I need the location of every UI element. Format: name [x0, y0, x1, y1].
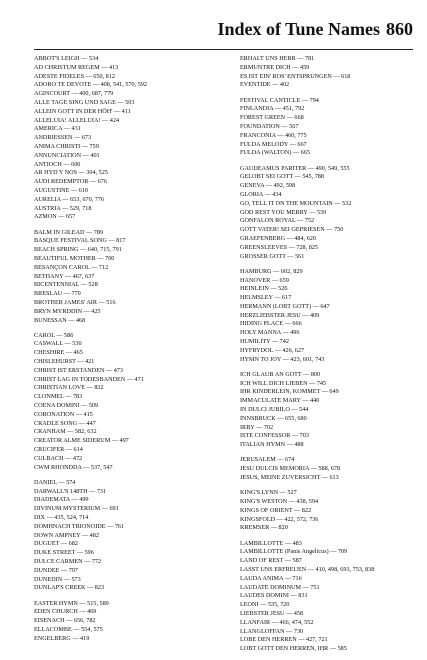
tune-entry: DOMHNACH TRIONOIDE — 761: [34, 522, 125, 530]
tune-entry: LAMBILLOTTE — 483: [240, 539, 302, 547]
tune-entry: AMERICA — 431: [34, 125, 81, 133]
letter-group: [240, 489, 418, 533]
tune-entry: EASTER HYMN — 515, 589: [34, 599, 109, 607]
tune-entry: AUSTRIA — 529, 718: [34, 204, 92, 212]
letter-group: [34, 55, 212, 222]
tune-entry: BEAUTIFUL MOTHER — 700: [34, 254, 115, 262]
tune-entry: KREMSER — 820: [240, 524, 288, 532]
tune-entry: ERHALT UNS HERR — 781: [240, 55, 315, 62]
tune-entry: KING'S LYNN — 527: [240, 489, 297, 497]
tune-entry: CREATOR ALME SIDERUM — 497: [34, 437, 129, 445]
tune-entry: HERZLIEBSTER JESU — 409: [240, 311, 320, 319]
tune-entry: BICENTENNIAL — 528: [34, 281, 98, 289]
tune-entry: DOWN AMPNEY — 482: [34, 531, 99, 539]
tune-entry: HIDING PLACE — 666: [240, 320, 302, 328]
letter-group: [34, 332, 212, 473]
letter-group: [240, 456, 418, 482]
tune-entry: ES IST EIN' ROS' ENTSPRUNGEN — 618: [240, 72, 351, 80]
tune-entry: ENGELBERG — 419: [34, 634, 90, 642]
tune-entry: ERMUNTRE DICH — 459: [240, 63, 310, 71]
letter-group: [34, 600, 212, 644]
tune-entry: BRYN MYRDDIN — 425: [34, 307, 101, 315]
tune-entry: ICH GLAUB AN GOTT — 800: [240, 370, 321, 378]
tune-entry: ANNUNCIATION — 401: [34, 151, 100, 159]
page-header: [217, 19, 413, 39]
letter-group: [240, 371, 418, 450]
tune-entry: GENEVA — 492, 598: [240, 182, 296, 190]
tune-entry: LAMBILLOTTE (Panis Angelicus) — 709: [240, 548, 348, 556]
tune-entry: ADORO TE DEVOTE — 408, 541, 570, 592: [34, 81, 147, 89]
tune-entry: FOUNDATION — 567: [240, 122, 299, 130]
tune-entry: LASST UNS ERFREUEN — 410, 498, 693, 753, 838: [240, 565, 375, 573]
tune-entry: AGINCOURT — 400, 687, 779: [34, 90, 114, 98]
tune-entry: CRUCIFER — 614: [34, 446, 83, 454]
tune-entry: LLANGLOFFAN — 730: [240, 627, 304, 635]
tune-entry: ABBOT'S LEIGH — 534: [34, 55, 99, 62]
tune-entry: AZMON — 657: [34, 213, 76, 221]
tune-entry: KINGSFOLD — 422, 572, 736: [240, 515, 319, 523]
tune-entry: CRANHAM — 582, 632: [34, 428, 97, 436]
tune-entry: EDEN CHURCH — 469: [34, 608, 97, 616]
tune-entry: CWM RHONDDA — 537, 547: [34, 463, 113, 471]
tune-entry: GAUDEAMUS PARITER — 490, 549, 555: [240, 164, 350, 172]
tune-entry: FRANCONIA — 460, 775: [240, 131, 307, 139]
tune-entry: HELMSLEY — 617: [240, 294, 292, 302]
tune-entry: GOTT VATER! SEI GEPRIESEN — 750: [240, 226, 344, 234]
tune-entry: DUNEDIN — 573: [34, 575, 81, 583]
tune-entry: AR HYD Y NOS — 304, 525: [34, 169, 108, 177]
tune-entry: INNSBRUCK — 655, 680: [240, 414, 307, 422]
tune-entry: KINGS OF ORIENT — 822: [240, 506, 312, 514]
tune-entry: BRESLAU — 770: [34, 290, 81, 298]
tune-entry: GRAEFENBERG — 484, 620: [240, 234, 316, 242]
tune-entry: HYMN TO JOY — 423, 601, 743: [240, 355, 325, 363]
tune-entry: IMMACULATE MARY — 440: [240, 397, 320, 405]
tune-entry: DANIEL — 574: [34, 478, 76, 486]
page-number: 860: [386, 19, 413, 39]
index-column-right: [240, 55, 418, 660]
tune-entry: HERMANN (LOBT GOTT) — 647: [240, 302, 330, 310]
tune-entry: CRADLE SONG — 447: [34, 419, 96, 427]
tune-entry: CLONMEL — 783: [34, 393, 83, 401]
tune-entry: CHRISTIAN LOVE — 832: [34, 384, 104, 392]
tune-entry: BASQUE FESTIVAL SONG — 817: [34, 237, 126, 245]
tune-entry: DUNLAP'S CREEK — 823: [34, 584, 105, 592]
tune-entry: DIADEMATA — 499: [34, 496, 89, 504]
tune-entry: ADESTE FIDELES — 650, 812: [34, 72, 115, 80]
letter-group: [240, 165, 418, 262]
tune-entry: JESU DULCIS MEMORIA — 588, 678: [240, 465, 341, 473]
tune-entry: ANIMA CHRISTI — 759: [34, 142, 99, 150]
tune-entry: CASWALL — 530: [34, 340, 82, 348]
tune-entry: HOLY MANNA — 496: [240, 329, 300, 337]
letter-group: [240, 268, 418, 365]
tune-entry: CHISLEHURST — 421: [34, 358, 95, 366]
tune-entry: GROSSER GOTT — 561: [240, 252, 305, 260]
tune-entry: LLANFAIR — 466, 474, 552: [240, 618, 314, 626]
tune-entry: BROTHER JAMES' AIR — 516: [34, 298, 116, 306]
header-rule: [34, 49, 413, 50]
tune-entry: DUKE STREET — 596: [34, 549, 94, 557]
tune-entry: GREENSLEEVES — 728, 825: [240, 243, 319, 251]
tune-entry: HANOVER — 659: [240, 276, 289, 284]
tune-entry: ISTE CONFESSOR — 703: [240, 432, 309, 440]
tune-entry: FULDA MELODY — 667: [240, 140, 307, 148]
tune-entry: CHRIST IST ERSTANDEN — 473: [34, 366, 124, 374]
tune-entry: KING'S WESTON — 438, 594: [240, 498, 319, 505]
tune-entry: IN DULCI JUBILO — 544: [240, 406, 309, 414]
tune-entry: BEACH SPRING — 640, 715, 791: [34, 246, 122, 254]
tune-entry: FESTIVAL CANTICLE — 794: [240, 96, 319, 104]
tune-entry: GLORIA — 434: [240, 190, 282, 198]
index-title: Index of Tune Names: [217, 19, 380, 39]
tune-entry: BETHANY — 467, 637: [34, 272, 95, 280]
tune-entry: JERUSALEM — 674: [240, 456, 295, 464]
tune-entry: DIX — 435, 524, 714: [34, 514, 89, 522]
tune-entry: AUGUSTINE — 610: [34, 186, 88, 194]
letter-group: [34, 229, 212, 326]
tune-entry: ANTIOCH — 600: [34, 160, 81, 168]
tune-entry: IHR KINDERLEIN, KOMMET — 649: [240, 388, 339, 396]
tune-entry: ALLEIN GOTT IN DER HÖH' — 411: [34, 107, 131, 115]
tune-entry: GO, TELL IT ON THE MOUNTAIN — 532: [240, 199, 352, 207]
index-column-left: [34, 55, 212, 650]
tune-entry: FOREST GREEN — 668: [240, 114, 304, 122]
letter-group: [240, 540, 418, 654]
tune-entry: CULBACH — 472: [34, 454, 83, 462]
letter-group: [34, 479, 212, 593]
tune-entry: IRBY — 702: [240, 423, 274, 431]
tune-entry: LOBT GOTT DEN HERREN, IHR — 585: [240, 645, 347, 653]
tune-entry: JESUS, MEINE ZUVERSICHT — 613: [240, 474, 339, 482]
tune-entry: GOD REST YOU MERRY — 539: [240, 208, 327, 216]
tune-entry: ANDRIESSEN — 673: [34, 134, 92, 142]
tune-entry: ALLE TAGE SING UND SAGE — 503: [34, 98, 135, 106]
tune-entry: DIVINUM MYSTERIUM — 691: [34, 505, 119, 513]
tune-entry: LOBE DEN HERREN — 427, 721: [240, 636, 328, 644]
tune-entry: LAUDATE DOMINUM — 751: [240, 583, 320, 591]
tune-entry: HUMILITY — 742: [240, 338, 289, 346]
tune-entry: COENA DOMINI — 509: [34, 402, 99, 410]
tune-entry: ITALIAN HYMN — 488: [240, 441, 304, 449]
tune-entry: HAMBURG — 602, 829: [240, 267, 303, 275]
tune-entry: CORONATION — 415: [34, 410, 93, 418]
tune-entry: LAUDA ANIMA — 716: [240, 574, 302, 582]
tune-entry: ICH WILL DICH LIEBEN — 745: [240, 379, 327, 387]
tune-entry: BALM IN GILEAD — 789: [34, 228, 104, 236]
tune-entry: AURELIA — 653, 670, 776: [34, 195, 105, 203]
tune-entry: GELOBT SEI GOTT — 545, 788: [240, 173, 324, 181]
tune-entry: FINLANDIA — 451, 792: [240, 105, 305, 113]
tune-entry: ALLELUIA! ALLELUIA! — 424: [34, 116, 120, 124]
tune-entry: DARWALL'S 148TH — 731: [34, 487, 107, 495]
tune-entry: EVENTIDE — 402: [240, 81, 290, 89]
tune-entry: GONFALON ROYAL — 752: [240, 217, 315, 225]
tune-entry: BESANÇON CAROL — 712: [34, 263, 109, 271]
letter-group: [240, 55, 418, 90]
tune-entry: BUNESSAN — 468: [34, 316, 86, 324]
tune-entry: EISENACH — 656, 782: [34, 617, 96, 625]
tune-entry: DUGUET — 682: [34, 540, 78, 548]
tune-entry: HEINLEIN — 526: [240, 285, 288, 293]
tune-entry: LAUDES DOMINI — 831: [240, 592, 308, 600]
tune-entry: LIEBSTER JESU — 458: [240, 609, 304, 617]
tune-entry: HYFRYDOL — 426, 627: [240, 346, 305, 354]
tune-entry: CAROL — 586: [34, 331, 74, 339]
tune-entry: CHESHIRE — 465: [34, 349, 83, 357]
tune-entry: LAND OF REST — 587: [240, 557, 302, 565]
letter-group: [240, 97, 418, 159]
tune-entry: LEONI — 535, 720: [240, 601, 290, 609]
tune-entry: DULCE CARMEN — 772: [34, 558, 102, 565]
tune-entry: ELLACOMBE — 554, 575: [34, 625, 103, 633]
tune-entry: AUDI REDEMPTOR — 676: [34, 178, 107, 186]
tune-entry: DUNDEE — 797: [34, 566, 78, 574]
tune-entry: FULDA (WALTON) — 665: [240, 149, 310, 157]
tune-entry: AD CHRISTUM REGEM — 413: [34, 63, 119, 71]
tune-entry: CHRIST LAG IN TODESBANDEN — 471: [34, 375, 144, 383]
